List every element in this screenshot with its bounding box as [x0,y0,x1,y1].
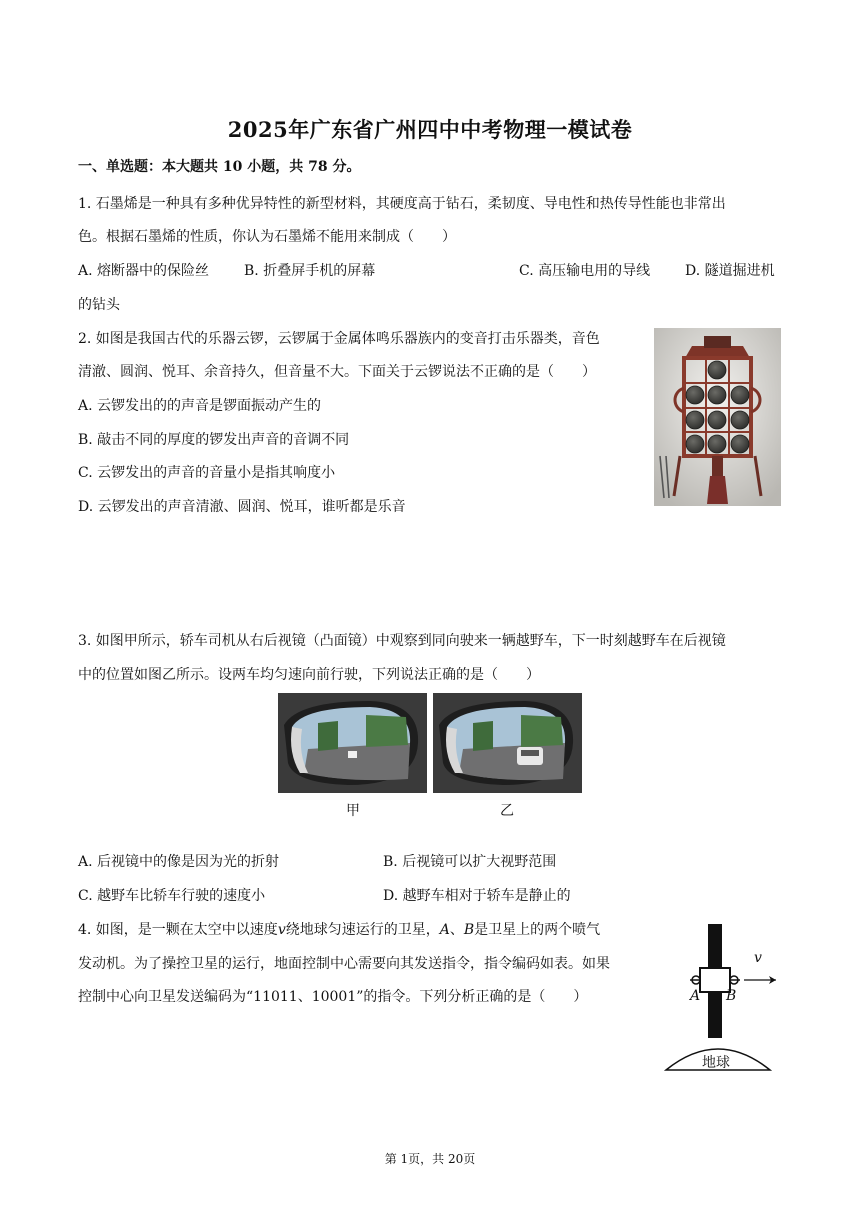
q1-line2: 色。根据石墨烯的性质，你认为石墨烯不能用来制成（ ） [78,229,456,245]
q4-line3: 控制中心向卫星发送编码为“11011、10001”的指令。下列分析正确的是（ ） [78,989,588,1005]
caption-jia: 甲 [346,803,360,819]
q3-option-d: D. 越野车相对于轿车是静止的 [383,888,571,904]
fig-label-a: A [690,988,701,1004]
caption-yi: 乙 [500,803,514,819]
q4-line2: 发动机。为了操控卫星的运行，地面控制中心需要向其发送指令，指令编码如表。如果 [78,956,610,972]
q4-line1 [78,919,662,939]
q3-line1: 3. 如图甲所示，轿车司机从右后视镜（凸面镜）中观察到同向驶来一辆越野车，下一时刻越野车在后视镜 [78,633,726,649]
q1-option-a: A. 熔断器中的保险丝 [78,263,210,279]
fig-label-v: v [754,950,762,966]
q1-option-b: B. 折叠屏手机的屏幕 [244,263,376,279]
q4-text-c: 是卫星上的两个喷气 [474,922,601,938]
q1-option-d-cont: 的钻头 [78,297,120,313]
q4-var-b: B [463,922,475,938]
q1-line1: 1. 石墨烯是一种具有多种优异特性的新型材料，其硬度高于钻石，柔韧度、导电性和热传导性能也非常出 [78,196,726,212]
section-heading: 一、单选题：本大题共 10 小题，共 78 分。 [78,159,361,175]
car-mirror-icon [278,693,427,793]
q1-option-d: D. 隧道掘进机 [685,263,775,279]
q4-text-a: 4. 如图，是一颗在太空中以速度 [78,922,278,938]
q2-line2: 清澈、圆润、悦耳、余音持久，但音量不大。下面关于云锣说法不正确的是（ ） [78,364,596,380]
q2-option-b: B. 敲击不同的厚度的锣发出声音的音调不同 [78,432,350,448]
mirror-photo-yi [433,693,582,793]
gong-icon [654,328,781,506]
mirror-photo-jia [278,693,427,793]
q4-text-b: 绕地球匀速运行的卫星， [285,922,440,938]
page-footer: 第 1页，共 20页 [384,1152,476,1166]
q2-option-c: C. 云锣发出的声音的音量小是指其响度小 [78,465,336,481]
fig-label-earth: 地球 [702,1055,730,1071]
q4-var-a: A [439,922,450,938]
q1-option-c: C. 高压输电用的导线 [519,263,651,279]
gong-image [654,328,781,506]
q2-option-d: D. 云锣发出的声音清澈、圆润、悦耳，谁听都是乐音 [78,499,406,515]
q2-option-a: A. 云锣发出的的声音是锣面振动产生的 [78,398,322,414]
q4-var-v: v [277,922,286,938]
q3-option-b: B. 后视镜可以扩大视野范围 [383,854,557,870]
fig-label-b: B [726,988,737,1004]
q4-sep: 、 [449,922,464,938]
q3-line2: 中的位置如图乙所示。设两车均匀速向前行驶，下列说法正确的是（ ） [78,667,540,683]
page-title: 2025年广东省广州四中中考物理一模试卷 [227,117,633,142]
satellite-icon [660,922,785,1072]
q2-line1: 2. 如图是我国古代的乐器云锣，云锣属于金属体鸣乐器族内的变音打击乐器类，音色 [78,331,600,347]
q3-option-c: C. 越野车比轿车行驶的速度小 [78,888,266,904]
car-mirror-icon [433,693,582,793]
q3-option-a: A. 后视镜中的像是因为光的折射 [78,854,280,870]
satellite-diagram [660,922,785,1072]
